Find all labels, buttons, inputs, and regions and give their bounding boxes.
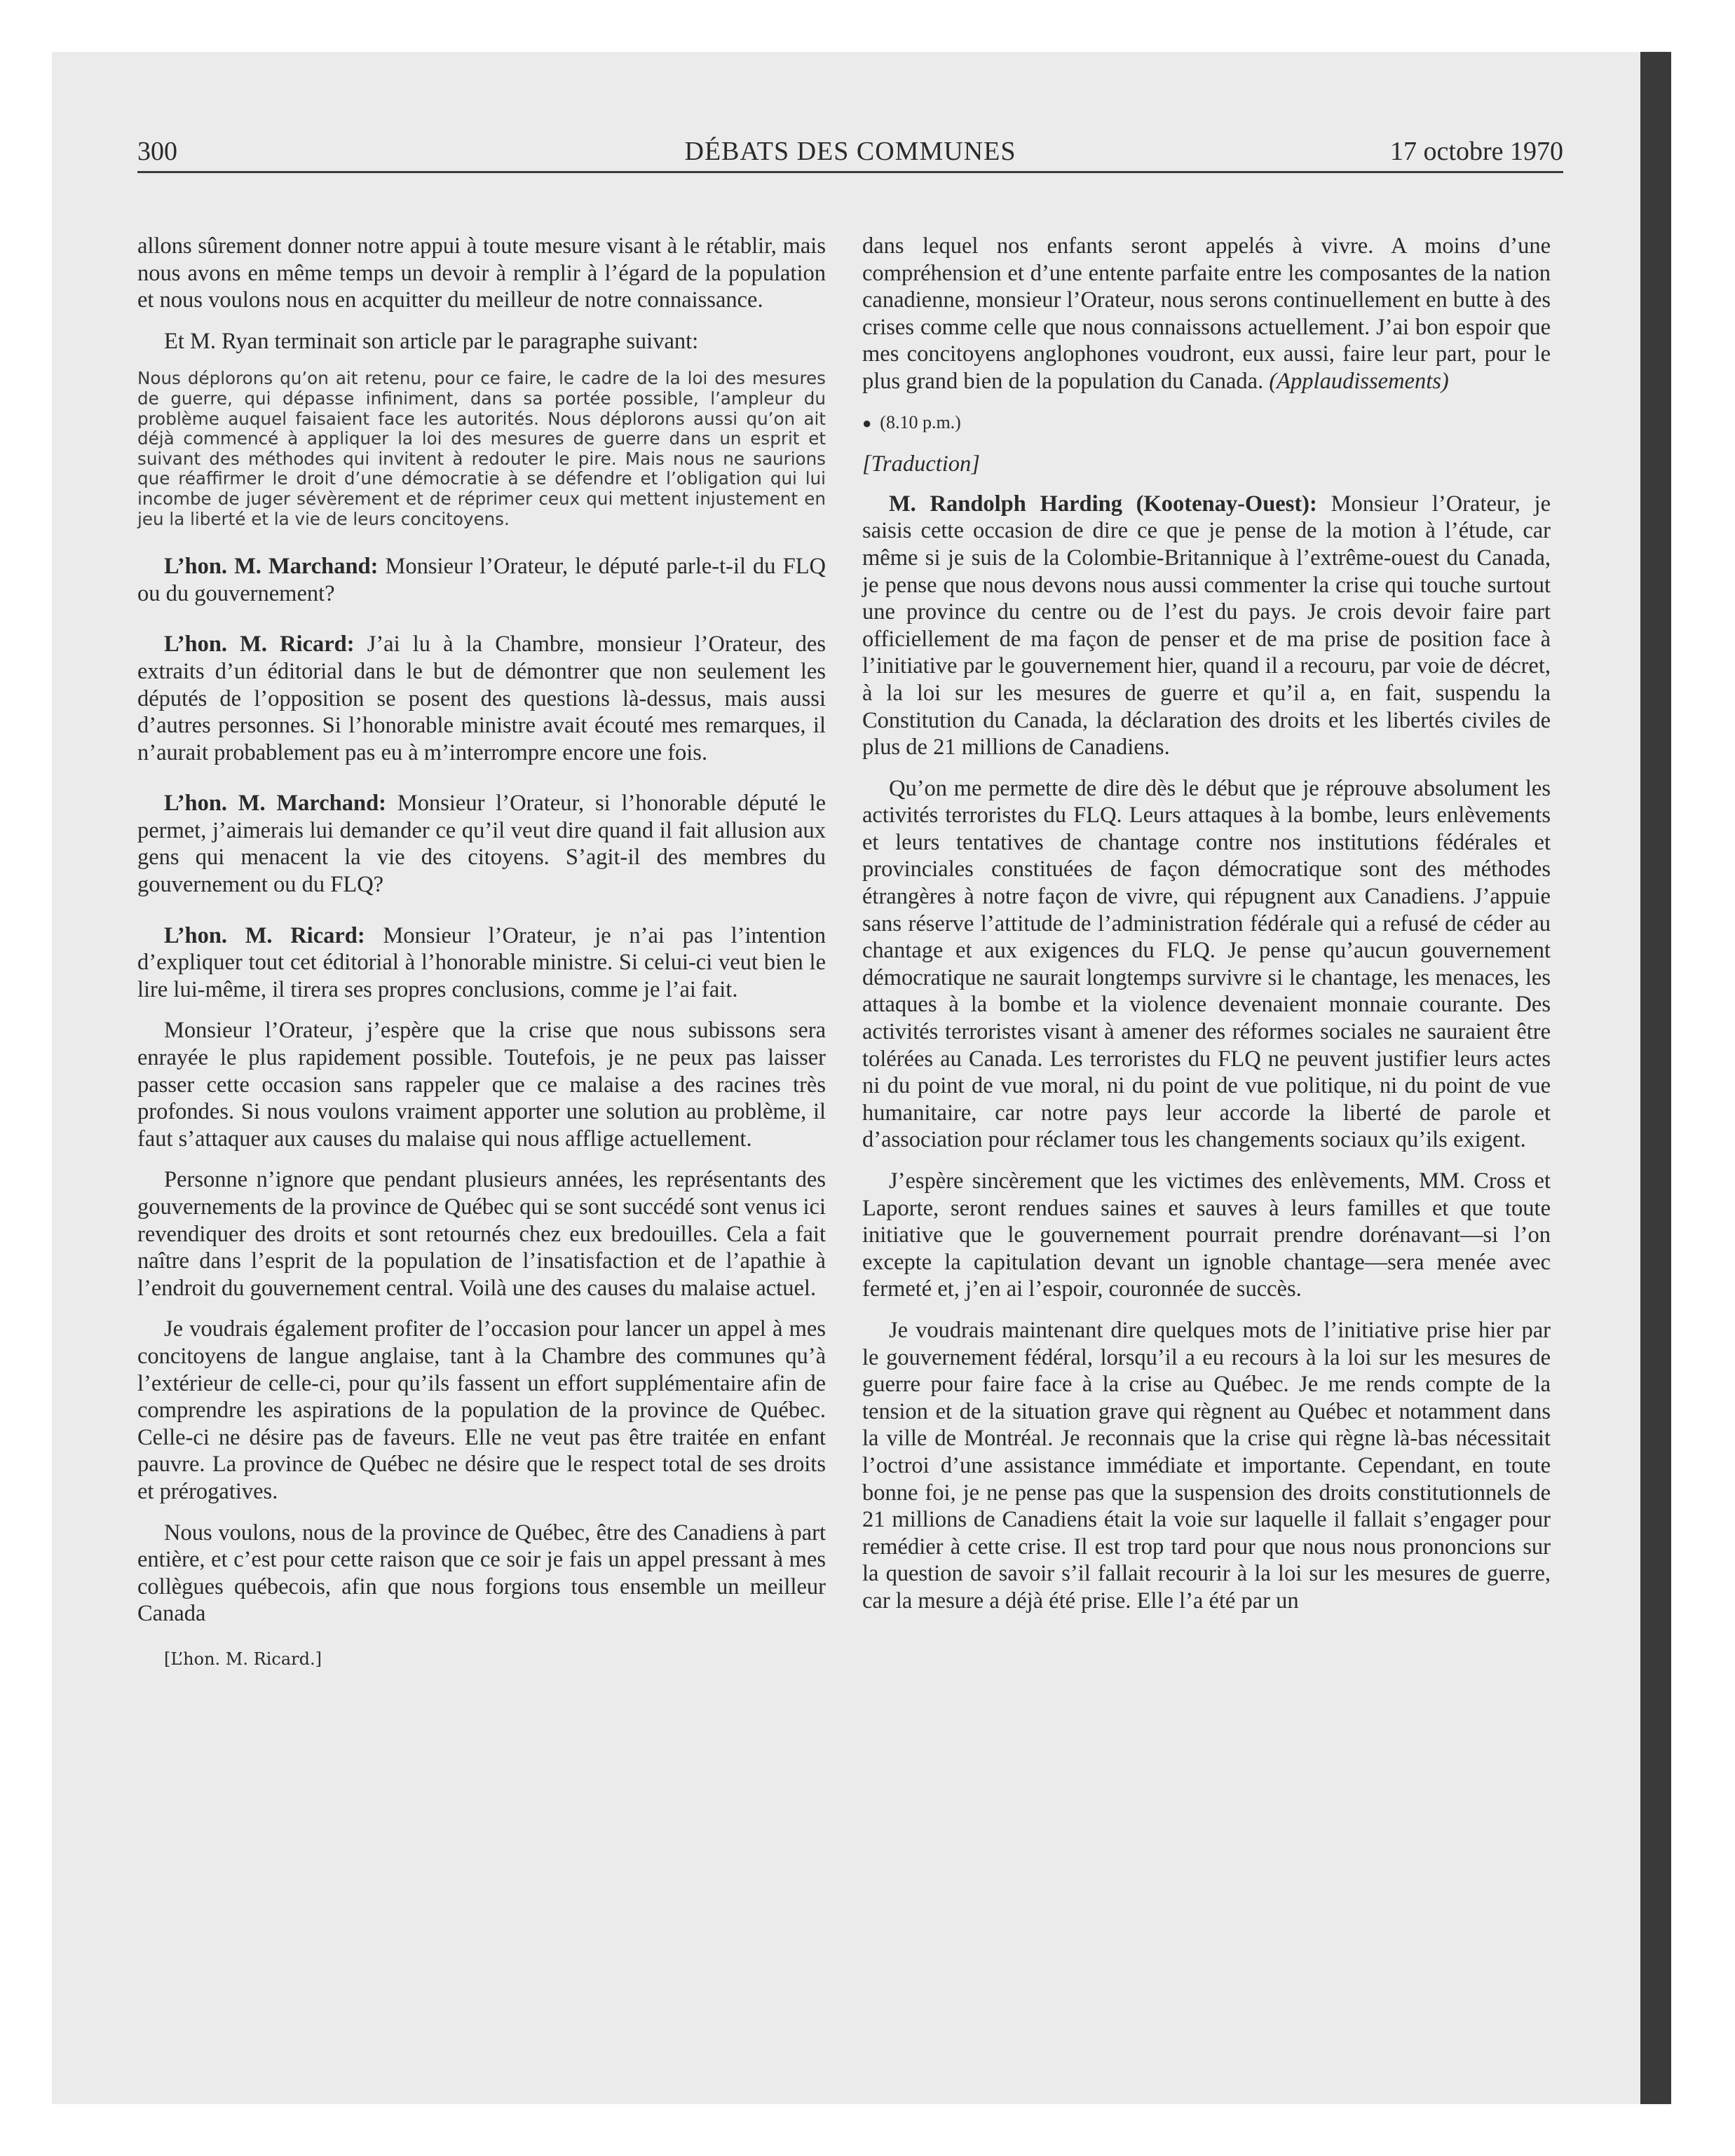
- speech-marchand-2: [137, 790, 826, 898]
- translation-tag: [Traduction]: [862, 451, 980, 477]
- speaker-footer-note: [L’hon. M. Ricard.]: [164, 1649, 322, 1669]
- speech-text: Monsieur l’Orateur, je saisis cette occasion de dire ce que je pense de la motion à l’étude, car même si je suis de la Colombie-Britannique à l’extrême-ouest du Canada, je pense que nous devons nous aussi commenter la crise qui touche surtout une province du centre ou de l’est du pays. Je crois devoir faire part officiellement de ma façon de penser et de ma prise de position face à l’initiative par le gouvernement hier, quand il a recouru, par voie de décret, à la loi sur les mesures de guerre et qu’il a, en fait, suspendu la Constitution du Canada, la déclaration des droits et les libertés civiles de plus de 21 millions de Canadiens.: [862, 491, 1551, 760]
- applause-note: (Applaudissements): [1269, 368, 1449, 394]
- paragraph: Et M. Ryan terminait son article par le paragraphe suivant:: [164, 328, 699, 354]
- paragraph: Monsieur l’Orateur, j’espère que la crise que nous subissons sera enrayée le plus rapidement possible. Toutefois, je ne peux pas laisser passer cette occasion sans rappeler que ce malaise a des racines très profondes. Si nous voulons vraiment apporter une solution au problème, il faut s’attaquer aux causes du malaise qui nous afflige actuellement.: [137, 1018, 826, 1152]
- left-column: [137, 233, 826, 1687]
- time-marker: [862, 409, 1551, 437]
- speaker-name: M. Randolph Harding (Kootenay-Ouest):: [889, 491, 1317, 517]
- speaker-name: L’hon. M. Ricard:: [164, 922, 365, 948]
- speech-text: Monsieur l’Orateur, le député parle-t-il du FLQ ou du gouvernement?: [137, 554, 826, 606]
- speech-harding: [862, 491, 1551, 761]
- bullet-icon: ●: [862, 414, 872, 432]
- paragraph: Personne n’ignore que pendant plusieurs années, les représentants des gouvernements de la province de Québec qui se sont succédé sont venus ici revendiquer des droits et sont retournés chez eux bredouilles. Cela a fait naître dans l’esprit de la population de l’insatisfaction et de l’apathie à l’endroit du gouvernement central. Voilà une des causes du malaise actuel.: [137, 1167, 826, 1301]
- speaker-name: L’hon. M. Marchand:: [164, 791, 386, 817]
- page-number: 300: [137, 137, 177, 166]
- paragraph: Je voudrais également profiter de l’occasion pour lancer un appel à mes concitoyens de langue anglaise, tant à la Chambre des communes qu’à l’extérieur de celle-ci, pour qu’ils fassent un effort supplémentaire afin de comprendre les aspirations de la population de la province de Québec. Celle-ci ne désire pas de faveurs. Elle ne veut pas être traitée en enfant pauvre. La province de Québec ne désire que le respect total de ses droits et prérogatives.: [137, 1316, 826, 1504]
- speech-text: Monsieur l’Orateur, si l’honorable député le permet, j’aimerais lui demander ce qu’il veut dire quand il fait allusion aux gens qui menacent la vie des citoyens. S’agit-il des membres du gouvernement ou du FLQ?: [137, 791, 826, 898]
- speech-ricard-2: [137, 922, 826, 1004]
- speaker-name: L’hon. M. Ricard:: [164, 632, 355, 657]
- paragraph: Je voudrais maintenant dire quelques mots de l’initiative prise hier par le gouvernement fédéral, lorsqu’il a eu recours à la loi sur les mesures de guerre pour faire face à la crise au Québec. Je me rends compte de la tension et de la situation grave qui règnent au Québec et notamment dans la ville de Montréal. Je reconnais que la crise qui règne là-bas nécessitait l’octroi d’une assistance immédiate et importante. Cependant, en toute bonne foi, je ne pense pas que la suspension des droits constitutionnels de 21 millions de Canadiens était la voie sur laquelle il fallait s’engager pour remédier à cette crise. Il est trop tard pour que nous nous prononcions sur la question de savoir s’il fallait recourir à la loi sur les mesures de guerre, car la mesure a déjà été prise. Elle l’a été par un: [862, 1317, 1551, 1613]
- issue-date: 17 octobre 1970: [1390, 137, 1563, 166]
- speech-marchand-1: [137, 553, 826, 607]
- paragraph: Nous voulons, nous de la province de Québec, être des Canadiens à part entière, et c’est pour cette raison que ce soir je fais un appel pressant à mes collègues québecois, afin que nous forgions tous ensemble un meilleur Canada: [137, 1520, 826, 1627]
- paragraph: [862, 233, 1551, 395]
- page-header: [137, 135, 1563, 173]
- paragraph: allons sûrement donner notre appui à toute mesure visant à le rétablir, mais nous avons en même temps un devoir à remplir à l’égard de la population et nous voulons nous en acquitter du meilleur de notre connaissance.: [137, 233, 826, 313]
- paragraph: Qu’on me permette de dire dès le début que je réprouve absolument les activités terroristes du FLQ. Leurs attaques à la bombe, leurs enlèvements et leurs tentatives de chantage contre nos institutions fédérales et provinciales constituées de façon démocratique sont des méthodes étrangères à notre façon de vivre, qui répugnent aux Canadiens. J’appuie sans réserve l’attitude de l’administration fédérale qui a refusé de céder au chantage et aux exigences du FLQ. Je pense qu’aucun gouvernement démocratique ne saurait longtemps survivre si le chantage, les menaces, les attaques à la bombe et la violence devenaient monnaie courante. Des activités terroristes visant à amener des réformes sociales ne sauraient être tolérées au Canada. Les terroristes du FLQ ne peuvent justifier leurs actes ni du point de vue moral, ni du point de vue politique, ni du point de vue humanitaire, car notre pays leur accorde la liberté de parole et d’association pour réclamer tous les changements sociaux qu’ils exigent.: [862, 775, 1551, 1153]
- paragraph-text: dans lequel nos enfants seront appelés à vivre. A moins d’une compréhension et d’une entente parfaite entre les composantes de la nation canadienne, monsieur l’Orateur, nous serons continuellement en butte à des crises comme celle que nous connaissons actuellement. J’ai bon espoir que mes concitoyens anglophones voudront, eux aussi, faire leur part, pour le plus grand bien de la population du Canada.: [862, 233, 1551, 394]
- scan-edge-shadow: [1640, 52, 1671, 2104]
- speech-text: J’ai lu à la Chambre, monsieur l’Orateur, des extraits d’un éditorial dans le but de démontrer que non seulement les députés de l’opposition se posent des questions là-dessus, mais aussi d’autres personnes. Si l’honorable ministre avait écouté mes remarques, il n’aurait probablement pas eu à m’interrompre encore une fois.: [137, 632, 826, 765]
- paragraph: J’espère sincèrement que les victimes des enlèvements, MM. Cross et Laporte, seront rendues saines et sauves à leurs familles et que toute initiative que le gouvernement pourrait prendre dorénavant—si l’on excepte la capitulation devant un ignoble chantage—sera menée avec fermeté et, j’en ai l’espoir, couronnée de succès.: [862, 1168, 1551, 1302]
- publication-title: DÉBATS DES COMMUNES: [684, 137, 1016, 166]
- time-marker-text: (8.10 p.m.): [880, 411, 961, 432]
- right-column: [862, 233, 1551, 1629]
- speaker-name: L’hon. M. Marchand:: [164, 554, 379, 580]
- speech-ricard-1: [137, 631, 826, 766]
- quoted-editorial: Nous déplorons qu’on ait retenu, pour ce faire, le cadre de la loi des mesures de guerre, qui dépasse infiniment, dans sa portée possible, l’ampleur du problème auquel faisaient face les autorités. Nous déplorons aussi qu’on ait déjà commencé à appliquer la loi des mesures de guerre dans un esprit et suivant des méthodes qui invitent à redouter le pire. Mais nous ne saurions que réaffirmer le droit d’une démocratie à se défendre et l’obligation qui lui incombe de juger sévèrement et de réprimer ceux qui mettent injustement en jeu la liberté et la vie de leurs concitoyens.: [137, 368, 826, 529]
- speech-text: Monsieur l’Orateur, je n’ai pas l’intention d’expliquer tout cet éditorial à l’honorable ministre. Si celui-ci veut bien le lire lui-même, il tirera ses propres conclusions, comme je l’ai fait.: [137, 922, 826, 1002]
